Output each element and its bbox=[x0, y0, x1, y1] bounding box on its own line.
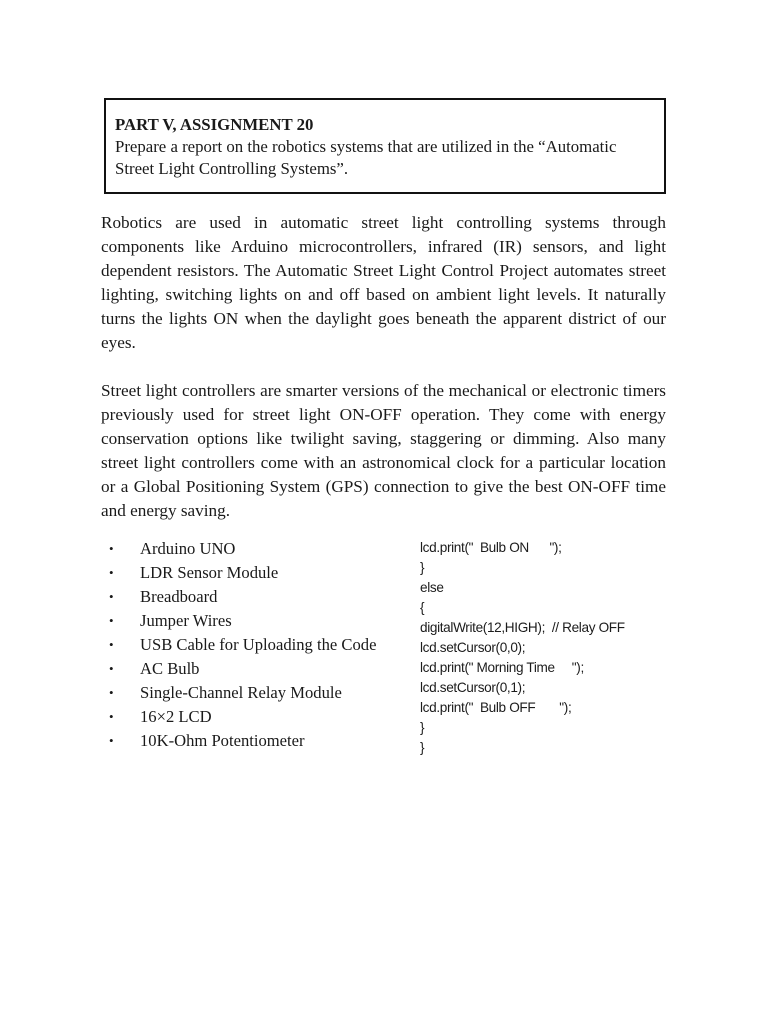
paragraph-street-light-controllers: Street light controllers are smarter versions of the mechanical or electronic timers previously used for street light ON-OFF operation. They come with energy conservation options like twilight saving, staggering or dimming. Also many street light controllers come with an astronomical clock for a particular location or a Global Positioning System (GPS) connection to give the best ON-OFF time and energy saving. bbox=[101, 381, 666, 520]
code-line: digitalWrite(12,HIGH); // Relay OFF bbox=[420, 620, 625, 635]
list-item bbox=[109, 609, 409, 633]
component-label: LDR Sensor Module bbox=[140, 563, 279, 582]
component-label: 10K-Ohm Potentiometer bbox=[140, 731, 305, 750]
code-line: lcd.setCursor(0,0); bbox=[420, 640, 526, 655]
code-line: lcd.print(" Morning Time "); bbox=[420, 660, 584, 675]
component-label: Jumper Wires bbox=[140, 611, 232, 630]
component-label: AC Bulb bbox=[140, 659, 200, 678]
assignment-prompt: Prepare a report on the robotics systems that are utilized in the “Automatic Street Light Controlling Systems”. bbox=[115, 137, 617, 178]
list-item bbox=[109, 681, 409, 705]
code-snippet bbox=[420, 538, 680, 758]
code-line: } bbox=[420, 740, 425, 755]
bullet-icon: • bbox=[109, 685, 114, 700]
paragraph-robotics-overview: Robotics are used in automatic street light controlling systems through components like Arduino microcontrollers, infrared (IR) sensors, and light dependent resistors. The Automatic Street Light Control Project automates street lighting, switching lights on and off based on ambient light levels. It naturally turns the lights ON when the daylight goes beneath the apparent district of our eyes. bbox=[101, 213, 666, 352]
component-label: Arduino UNO bbox=[140, 539, 236, 558]
component-label: Breadboard bbox=[140, 587, 218, 606]
code-line: { bbox=[420, 600, 425, 615]
bullet-icon: • bbox=[109, 565, 114, 580]
list-item bbox=[109, 705, 409, 729]
components-list bbox=[109, 537, 409, 753]
component-label: 16×2 LCD bbox=[140, 707, 212, 726]
component-label: USB Cable for Uploading the Code bbox=[140, 635, 377, 654]
code-line: lcd.print(" Bulb ON "); bbox=[420, 540, 562, 555]
code-line: } bbox=[420, 560, 425, 575]
bullet-icon: • bbox=[109, 541, 114, 556]
code-line: lcd.print(" Bulb OFF "); bbox=[420, 700, 572, 715]
assignment-box bbox=[104, 98, 666, 194]
code-line: else bbox=[420, 580, 444, 595]
bullet-icon: • bbox=[109, 613, 114, 628]
list-item bbox=[109, 585, 409, 609]
bullet-icon: • bbox=[109, 589, 114, 604]
bullet-icon: • bbox=[109, 661, 114, 676]
bullet-icon: • bbox=[109, 637, 114, 652]
component-label: Single-Channel Relay Module bbox=[140, 683, 342, 702]
list-item bbox=[109, 657, 409, 681]
list-item bbox=[109, 729, 409, 753]
code-line: lcd.setCursor(0,1); bbox=[420, 680, 526, 695]
list-item bbox=[109, 633, 409, 657]
list-item bbox=[109, 561, 409, 585]
bullet-icon: • bbox=[109, 709, 114, 724]
code-line: } bbox=[420, 720, 425, 735]
list-item bbox=[109, 537, 409, 561]
assignment-title: PART V, ASSIGNMENT 20 bbox=[115, 115, 314, 134]
bullet-icon: • bbox=[109, 733, 114, 748]
